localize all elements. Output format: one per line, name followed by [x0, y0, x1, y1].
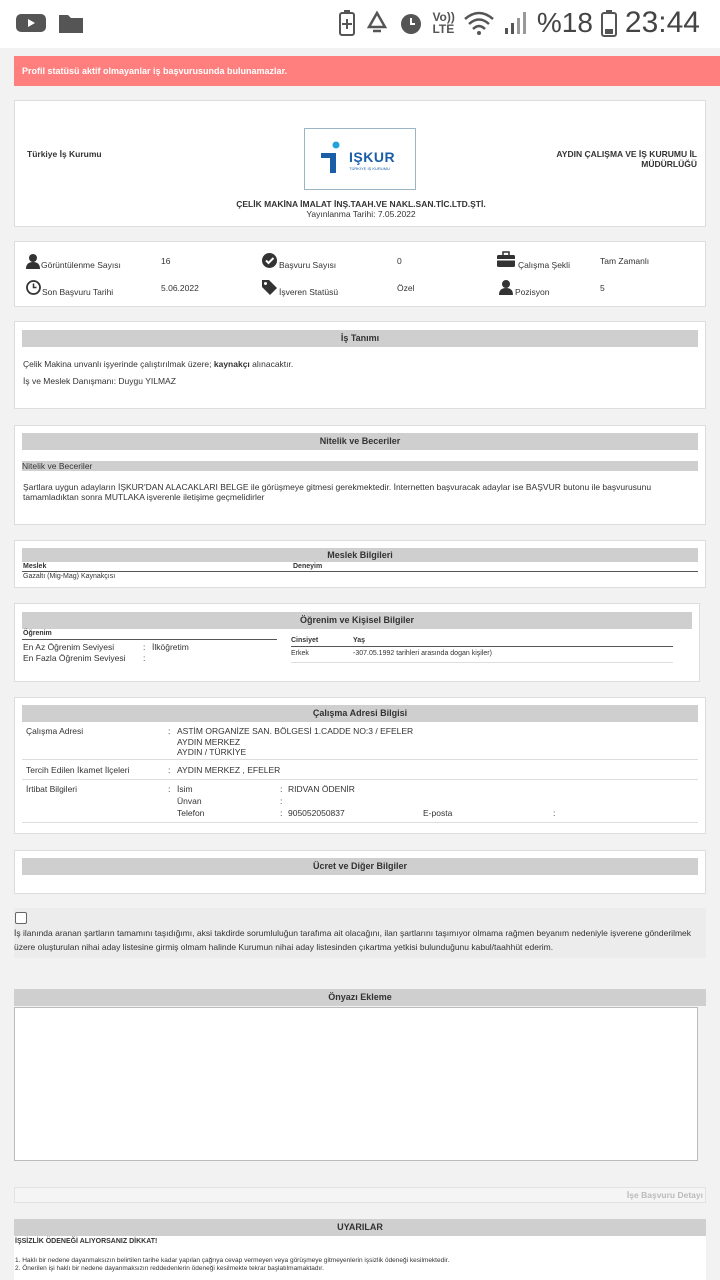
deadline-value: 5.06.2022 [161, 283, 199, 293]
status-bar [0, 0, 720, 48]
education-panel [14, 603, 700, 682]
battery-icon [601, 9, 617, 37]
work-address-line3: AYDIN / TÜRKİYE [177, 747, 247, 757]
job-desc-post: alınacaktır. [249, 359, 294, 369]
employer-label: İşveren Statüsü [279, 287, 339, 297]
work-address-line2: AYDIN MERKEZ [177, 737, 241, 747]
contact-phone-value: 905052050837 [288, 808, 345, 818]
min-edu-label: En Az Öğrenim Seviyesi [23, 642, 115, 652]
personal-divider [291, 646, 673, 647]
consent-checkbox[interactable] [15, 912, 27, 924]
work-address-colon: : [168, 726, 171, 736]
consent-section [14, 908, 706, 958]
tag-icon [262, 280, 277, 295]
clock-icon [26, 280, 41, 295]
max-edu-label: En Fazla Öğrenim Seviyesi [23, 653, 126, 663]
employer-value: Özel [397, 283, 415, 293]
skills-panel [14, 425, 706, 525]
skills-text: Şartlara uygun adayların İŞKUR'DAN ALACAKLARI BELGE ile görüşmeye gitmesi gerekmektedir. İnternetten başvuracak adaylar ise BAŞVUR butonu ile başvurusunu tamamladıktan sonra MUTLAKA işverenle iletişime geçmelidirler [23, 482, 652, 502]
clock: 23:44 [624, 6, 700, 39]
contact-name-label: İsim [177, 784, 193, 794]
salary-header: Ücret ve Diğer Bilgiler [22, 858, 698, 875]
deadline-label: Son Başvuru Tarihi [42, 287, 114, 297]
work-type-label: Çalışma Şekli [518, 260, 570, 270]
work-address-line1: ASTİM ORGANİZE SAN. BÖLGESİ 1.CADDE NO:3 / EFELER [177, 726, 414, 736]
check-circle-icon [262, 253, 277, 268]
apply-bar[interactable] [14, 1187, 706, 1203]
job-desc-pre: Çelik Makina unvanlı işyerinde çalıştırılmak üzere; [23, 359, 214, 369]
apply-detail-link[interactable]: İşe Başvuru Detayı [626, 1190, 703, 1200]
logo-subtext: TÜRKİYE İŞ KURUMU [349, 166, 390, 171]
personal-bottom-line [291, 662, 673, 663]
pref-districts-colon: : [168, 765, 171, 775]
stats-panel [14, 241, 706, 307]
address-sep3 [22, 822, 698, 823]
contact-name-colon: : [280, 784, 283, 794]
gender-value: Erkek [291, 650, 309, 657]
header-panel [14, 100, 706, 227]
min-edu-value: İlköğretim [152, 642, 189, 652]
min-edu-colon: : [143, 642, 146, 652]
contact-email-colon: : [553, 808, 556, 818]
header-left-title: Türkiye İş Kurumu [27, 149, 102, 159]
user-icon [499, 280, 513, 295]
job-description-header: İş Tanımı [22, 330, 698, 347]
address-sep1 [22, 759, 698, 760]
job-description-panel [14, 321, 706, 409]
recycle-icon [364, 10, 390, 36]
warnings-subtitle: İŞSİZLİK ÖDENEĞİ ALIYORSANIZ DİKKAT! [15, 1238, 158, 1245]
salary-panel [14, 850, 706, 894]
battery-percent: %18 [536, 7, 593, 38]
contact-phone-colon: : [280, 808, 283, 818]
cover-letter-header: Önyazı Ekleme [14, 989, 706, 1006]
wifi-icon [463, 10, 495, 36]
position-value: 5 [600, 283, 605, 293]
education-sub: Öğrenim [23, 630, 52, 637]
volte-top: Vo)) [432, 10, 455, 24]
views-label: Görüntülenme Sayısı [41, 260, 121, 270]
profession-divider [22, 571, 698, 572]
skills-header: Nitelik ve Beceriler [22, 433, 698, 450]
company-name: ÇELİK MAKİNA İMALAT İNŞ.TAAH.VE NAKL.SAN.TİC.LTD.ŞTİ. [236, 199, 486, 209]
youtube-icon [16, 12, 46, 34]
alarm-icon [398, 10, 424, 36]
profession-col-deneyim: Deneyim [293, 563, 323, 570]
warning-item-1: 1. Haklı bir nedene dayanmaksızın belirtilen tarihe kadar yapılan çağrıya cevap vermeyen veya görüşmeye gitmeyenlerin işsizlik ödeneği kesilmektedir. [15, 1257, 450, 1264]
cover-letter-panel [14, 989, 706, 1163]
contact-phone-label: Telefon [177, 808, 205, 818]
volte-icon [432, 11, 454, 35]
address-panel [14, 697, 706, 834]
age-value: -307.05.1992 tarihleri arasında dogan kişiler) [353, 650, 492, 657]
position-label: Pozisyon [515, 287, 550, 297]
views-value: 16 [161, 256, 171, 266]
education-divider [22, 639, 277, 640]
logo-text: IŞKUR [349, 149, 396, 165]
profile-alert: Profil statüsü aktif olmayanlar iş başvurusunda bulunamazlar. [14, 56, 720, 86]
battery-saver-icon [338, 9, 356, 37]
contact-email-label: E-posta [423, 808, 453, 818]
folder-icon [58, 12, 84, 34]
contact-name-value: RIDVAN ÖDENİR [288, 784, 355, 794]
work-address-label: Çalışma Adresi [26, 726, 84, 736]
cover-letter-input[interactable] [14, 1007, 698, 1161]
gender-label: Cinsiyet [291, 637, 319, 644]
iskur-logo [304, 128, 416, 190]
job-desc-bold: kaynakçı [213, 359, 250, 369]
profession-value: Gazaltı (Mig-Mag) Kaynakçısı [23, 573, 116, 580]
warnings-header: UYARILAR [14, 1219, 706, 1236]
skills-subheader: Nitelik ve Beceriler [22, 461, 698, 471]
volte-bottom: LTE [432, 22, 455, 36]
contact-title-colon: : [280, 796, 283, 806]
applications-value: 0 [397, 256, 402, 266]
consent-text: İş ilanında aranan şartların tamamını taşıdığımı, aksi takdirde sorumluluğun tarafıma ait olacağını, ilan şartlarını taşımıyor olmama rağmen beyanım nedeniyle işverene gönderilmek üzere oluşturulan nihai aday listesine girmiş olmam halinde Kurumun nihai aday listesinden çıkartma yetkisi bulunduğunu kabul/taahhüt ederim. [14, 928, 692, 952]
user-icon [26, 254, 40, 269]
profession-col-meslek: Meslek [23, 563, 47, 570]
applications-label: Başvuru Sayısı [279, 260, 337, 270]
publish-date: Yayınlanma Tarihi: 7.05.2022 [306, 209, 416, 219]
address-sep2 [22, 779, 698, 780]
contact-label: İrtibat Bilgileri [26, 784, 78, 794]
briefcase-icon [497, 251, 515, 267]
warnings-panel [14, 1219, 706, 1280]
signal-icon [503, 10, 529, 36]
warning-item-2: 2. Önerilen işi haklı bir nedene dayanmaksızın reddedenlerin ödeneği kesilmekte tekrar başlatılmamaktadır. [15, 1265, 324, 1272]
profession-header: Meslek Bilgileri [22, 548, 698, 562]
work-type-value: Tam Zamanlı [600, 256, 650, 266]
header-right-title: AYDIN ÇALIŞMA VE İŞ KURUMU İL MÜDÜRLÜĞÜ [556, 149, 697, 169]
address-header: Çalışma Adresi Bilgisi [22, 705, 698, 722]
max-edu-colon: : [143, 653, 146, 663]
age-label: Yaş [353, 637, 366, 644]
pref-districts-value: AYDIN MERKEZ , EFELER [177, 765, 281, 775]
contact-colon: : [168, 784, 171, 794]
iskur-logo-icon [319, 141, 345, 175]
job-description-text [23, 359, 293, 369]
education-header: Öğrenim ve Kişisel Bilgiler [22, 612, 692, 629]
contact-title-label: Ünvan [177, 796, 202, 806]
job-advisor: İş ve Meslek Danışmanı: Duygu YILMAZ [23, 376, 176, 386]
profession-panel [14, 540, 706, 588]
pref-districts-label: Tercih Edilen İkamet İlçeleri [26, 765, 130, 775]
